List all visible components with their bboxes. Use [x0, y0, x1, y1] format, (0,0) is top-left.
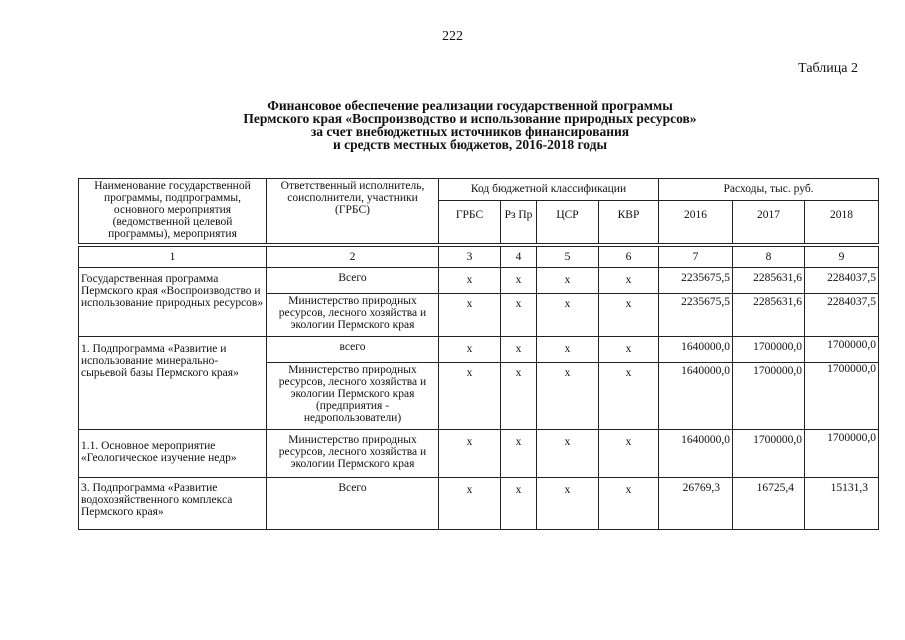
code-rzpr: x — [501, 430, 537, 478]
column-number: 6 — [599, 247, 659, 268]
header-rzpr: Рз Пр — [501, 201, 537, 244]
header-csr: ЦСР — [537, 201, 599, 244]
column-number: 9 — [805, 247, 879, 268]
code-kvr: x — [599, 268, 659, 294]
expense-2017: 1700000,0 — [733, 337, 805, 363]
code-csr: x — [537, 337, 599, 363]
executor: Всего — [267, 478, 439, 530]
title-line: за счет внебюджетных источников финансирования — [310, 124, 630, 139]
table-row — [79, 268, 879, 294]
code-grbs: x — [439, 337, 501, 363]
table-row — [79, 337, 879, 363]
code-kvr: x — [599, 430, 659, 478]
code-grbs: x — [439, 363, 501, 430]
code-csr: x — [537, 478, 599, 530]
title-line: и средств местных бюджетов, 2016-2018 годы — [332, 137, 608, 152]
code-kvr: x — [599, 337, 659, 363]
executor: Всего — [267, 268, 439, 294]
code-csr: x — [537, 294, 599, 337]
page-number: 222 — [442, 29, 463, 44]
expense-2018: 1700000,0 — [805, 363, 879, 430]
code-grbs: x — [439, 294, 501, 337]
column-number: 4 — [501, 247, 537, 268]
executor: Министерство природных ресурсов, лесного хозяйства и экологии Пермского края — [267, 430, 439, 478]
expense-2016: 2235675,5 — [659, 268, 733, 294]
program-name: 3. Подпрограмма «Развитие водохозяйственного комплекса Пермского края» — [79, 478, 267, 530]
table-row — [79, 430, 879, 478]
expense-2016: 2235675,5 — [659, 294, 733, 337]
expense-2018: 1700000,0 — [805, 337, 879, 363]
code-rzpr: x — [501, 478, 537, 530]
document-title — [120, 99, 820, 151]
title-line: Пермского края «Воспроизводство и использование природных ресурсов» — [243, 111, 697, 126]
table-label: Таблица 2 — [798, 61, 858, 76]
expense-2018: 2284037,5 — [805, 268, 879, 294]
header-expenses: Расходы, тыс. руб. — [659, 179, 879, 201]
title-line: Финансовое обеспечение реализации государственной программы — [267, 98, 673, 113]
header-year: 2016 — [659, 201, 733, 244]
column-number-row — [79, 247, 879, 268]
header-year: 2017 — [733, 201, 805, 244]
executor: Министерство природных ресурсов, лесного хозяйства и экологии Пермского края (предприятия - недропользователи) — [267, 363, 439, 430]
expense-2016: 1640000,0 — [659, 337, 733, 363]
expense-2016: 26769,3 — [659, 478, 733, 530]
code-rzpr: x — [501, 268, 537, 294]
header-kvr: КВР — [599, 201, 659, 244]
table-row — [79, 478, 879, 530]
code-rzpr: x — [501, 363, 537, 430]
header-row — [79, 179, 879, 201]
header-executor: Ответственный исполнитель, соисполнители, участники (ГРБС) — [267, 179, 439, 244]
expense-2017: 16725,4 — [733, 478, 805, 530]
code-csr: x — [537, 430, 599, 478]
header-name: Наименование государственной программы, подпрограммы, основного мероприятия (ведомственной целевой программы), мероприятия — [79, 179, 267, 244]
column-number: 3 — [439, 247, 501, 268]
column-number: 8 — [733, 247, 805, 268]
expense-2018: 2284037,5 — [805, 294, 879, 337]
program-name: 1.1. Основное мероприятие «Геологическое изучение недр» — [79, 430, 267, 478]
code-grbs: x — [439, 430, 501, 478]
expense-2017: 1700000,0 — [733, 430, 805, 478]
header-year: 2018 — [805, 201, 879, 244]
code-csr: x — [537, 268, 599, 294]
column-number: 5 — [537, 247, 599, 268]
expense-2016: 1640000,0 — [659, 363, 733, 430]
code-rzpr: x — [501, 294, 537, 337]
expense-2016: 1640000,0 — [659, 430, 733, 478]
expense-2017: 1700000,0 — [733, 363, 805, 430]
expense-2017: 2285631,6 — [733, 294, 805, 337]
column-number: 1 — [79, 247, 267, 268]
column-number: 2 — [267, 247, 439, 268]
executor: Министерство природных ресурсов, лесного хозяйства и экологии Пермского края — [267, 294, 439, 337]
code-kvr: x — [599, 478, 659, 530]
header-grbs: ГРБС — [439, 201, 501, 244]
program-name: Государственная программа Пермского края «Воспроизводство и использование природных ресурсов» — [79, 268, 267, 337]
header-budget-code: Код бюджетной классификации — [439, 179, 659, 201]
expense-2018: 1700000,0 — [805, 430, 879, 478]
code-kvr: x — [599, 294, 659, 337]
expense-2017: 2285631,6 — [733, 268, 805, 294]
code-kvr: x — [599, 363, 659, 430]
program-name: 1. Подпрограмма «Развитие и использование минерально-сырьевой базы Пермского края» — [79, 337, 267, 430]
financing-table — [78, 178, 879, 530]
code-rzpr: x — [501, 337, 537, 363]
code-csr: x — [537, 363, 599, 430]
column-number: 7 — [659, 247, 733, 268]
executor: всего — [267, 337, 439, 363]
expense-2018: 15131,3 — [805, 478, 879, 530]
code-grbs: x — [439, 268, 501, 294]
code-grbs: x — [439, 478, 501, 530]
